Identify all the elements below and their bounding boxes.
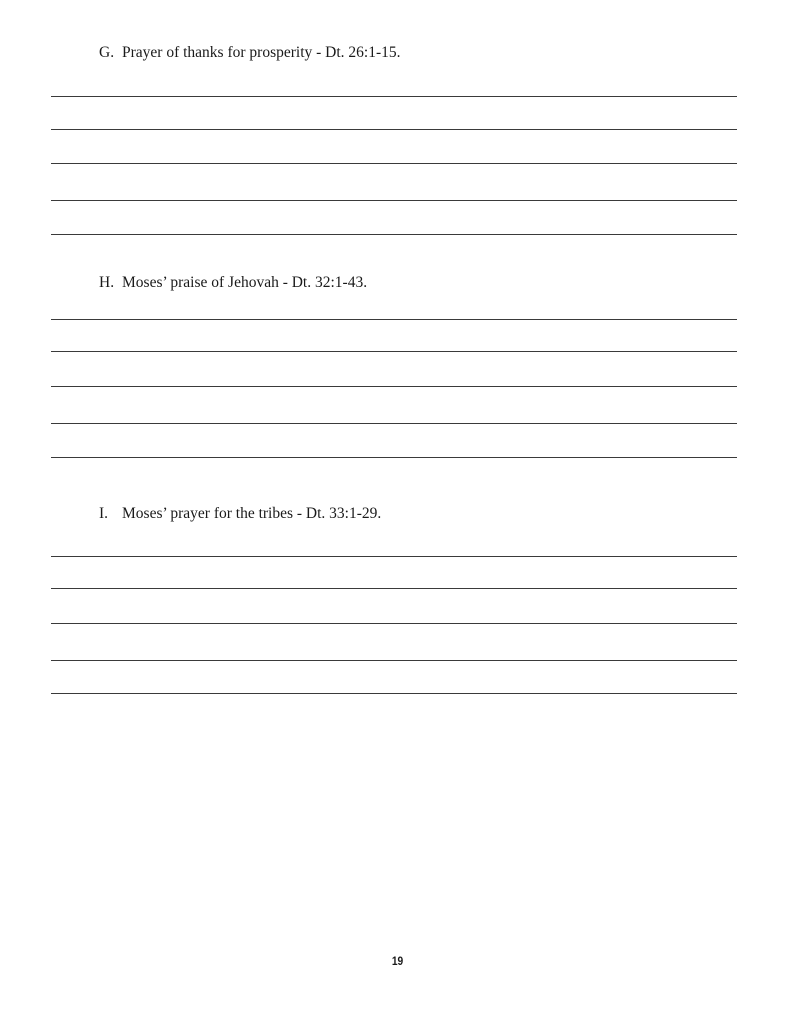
section-i-title: Moses’ prayer for the tribes - Dt. 33:1-29. <box>122 505 382 522</box>
writing-line[interactable] <box>51 351 737 352</box>
writing-line[interactable] <box>51 588 737 589</box>
writing-line[interactable] <box>51 129 737 130</box>
section-h-letter: H. <box>99 274 115 291</box>
section-h-title: Moses’ praise of Jehovah - Dt. 32:1-43. <box>122 274 368 291</box>
writing-line[interactable] <box>51 319 737 320</box>
section-g-letter: G. <box>99 44 115 61</box>
writing-line[interactable] <box>51 234 737 235</box>
writing-line[interactable] <box>51 200 737 201</box>
writing-line[interactable] <box>51 96 737 97</box>
writing-line[interactable] <box>51 660 737 661</box>
writing-line[interactable] <box>51 457 737 458</box>
section-i-letter: I. <box>99 505 109 522</box>
page-number: 19 <box>391 954 404 968</box>
writing-line[interactable] <box>51 163 737 164</box>
section-g-heading <box>99 44 401 62</box>
section-h-heading <box>99 274 367 292</box>
writing-line[interactable] <box>51 423 737 424</box>
writing-line[interactable] <box>51 623 737 624</box>
writing-line[interactable] <box>51 556 737 557</box>
writing-line[interactable] <box>51 386 737 387</box>
writing-line[interactable] <box>51 693 737 694</box>
section-g-title: Prayer of thanks for prosperity - Dt. 26:1-15. <box>122 44 401 61</box>
section-i-heading <box>99 505 381 523</box>
